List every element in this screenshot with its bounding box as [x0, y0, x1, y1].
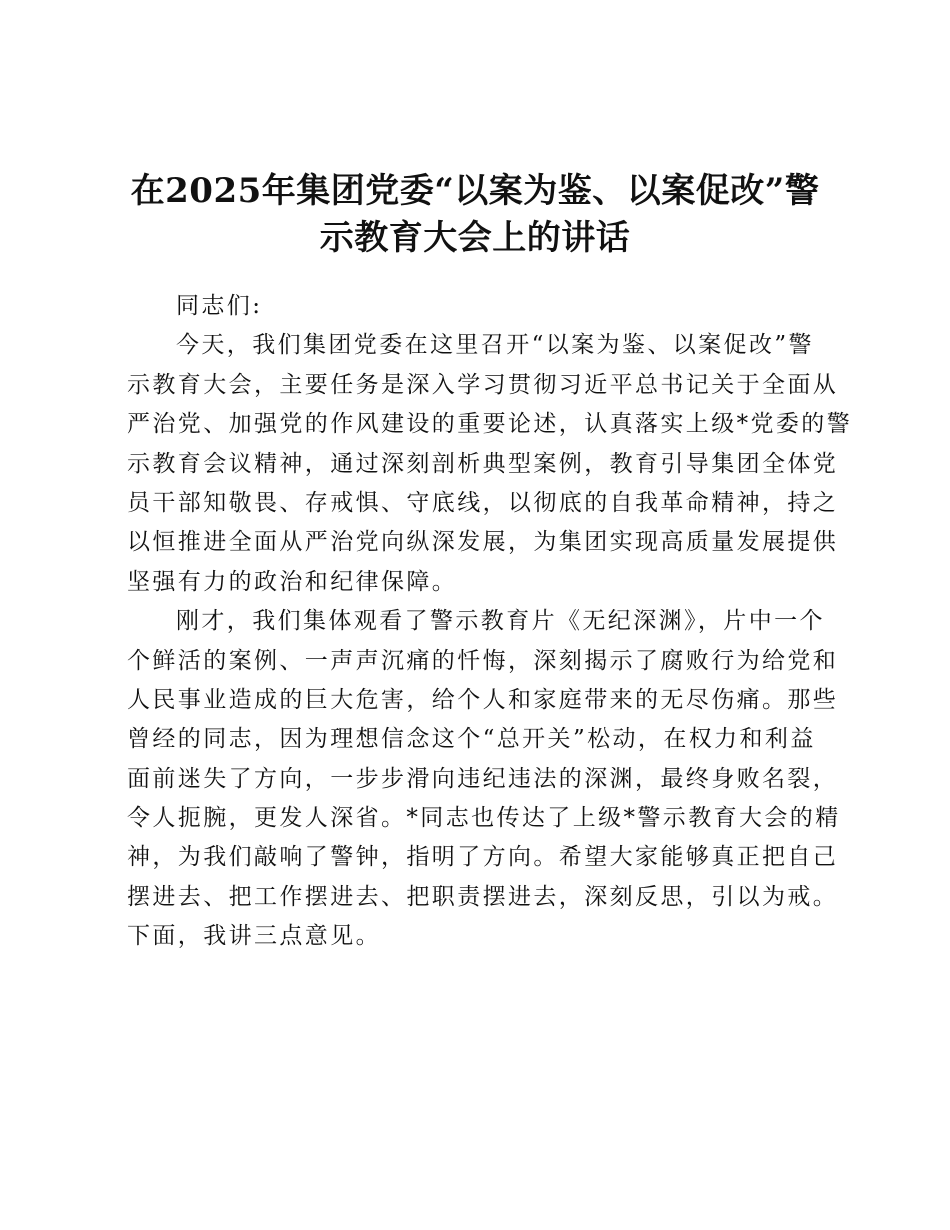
text-line: 人民事业造成的巨大危害，给个人和家庭带来的无尽伤痛。那些	[127, 686, 839, 713]
text-line: 令人扼腕，更发人深省。*同志也传达了上级*警示教育大会的精	[127, 805, 841, 832]
document-title	[125, 168, 825, 262]
text-line: 坚强有力的政治和纪律保障。	[127, 568, 458, 595]
title-line: 在2025年集团党委“以案为鉴、以案促改”警	[130, 171, 820, 211]
document-body	[127, 287, 853, 957]
text-line: 示教育会议精神，通过深刻剖析典型案例，教育引导集团全体党	[127, 450, 839, 477]
paragraph-1	[127, 326, 853, 602]
text-line: 刚才，我们集体观看了警示教育片《无纪深渊》，片中一个	[176, 608, 825, 635]
text-line: 严治党、加强党的作风建设的重要论述，认真落实上级*党委的警	[127, 411, 853, 438]
text-line: 神，为我们敲响了警钟，指明了方向。希望大家能够真正把自己	[127, 844, 839, 871]
text-line: 下面，我讲三点意见。	[127, 923, 381, 950]
paragraph-2	[127, 602, 841, 957]
text-line: 示教育大会，主要任务是深入学习贯彻习近平总书记关于全面从	[127, 371, 839, 398]
text-line: 员干部知敬畏、存戒惧、守底线，以彻底的自我革命精神，持之	[127, 489, 839, 516]
text-line: 个鲜活的案例、一声声沉痛的忏悔，深刻揭示了腐败行为给党和	[127, 647, 839, 674]
text-line: 面前迷失了方向，一步步滑向违纪违法的深渊，最终身败名裂，	[127, 765, 839, 792]
text-line: 今天，我们集团党委在这里召开“以案为鉴、以案促改”警	[176, 332, 814, 359]
text-line: 曾经的同志，因为理想信念这个“总开关”松动，在权力和利益	[127, 726, 816, 753]
text-line: 摆进去、把工作摆进去、把职责摆进去，深刻反思，引以为戒。	[127, 883, 839, 910]
text-line: 以恒推进全面从严治党向纵深发展，为集团实现高质量发展提供	[127, 529, 839, 556]
greeting: 同志们:	[176, 293, 263, 319]
title-line: 示教育大会上的讲话	[319, 218, 631, 258]
